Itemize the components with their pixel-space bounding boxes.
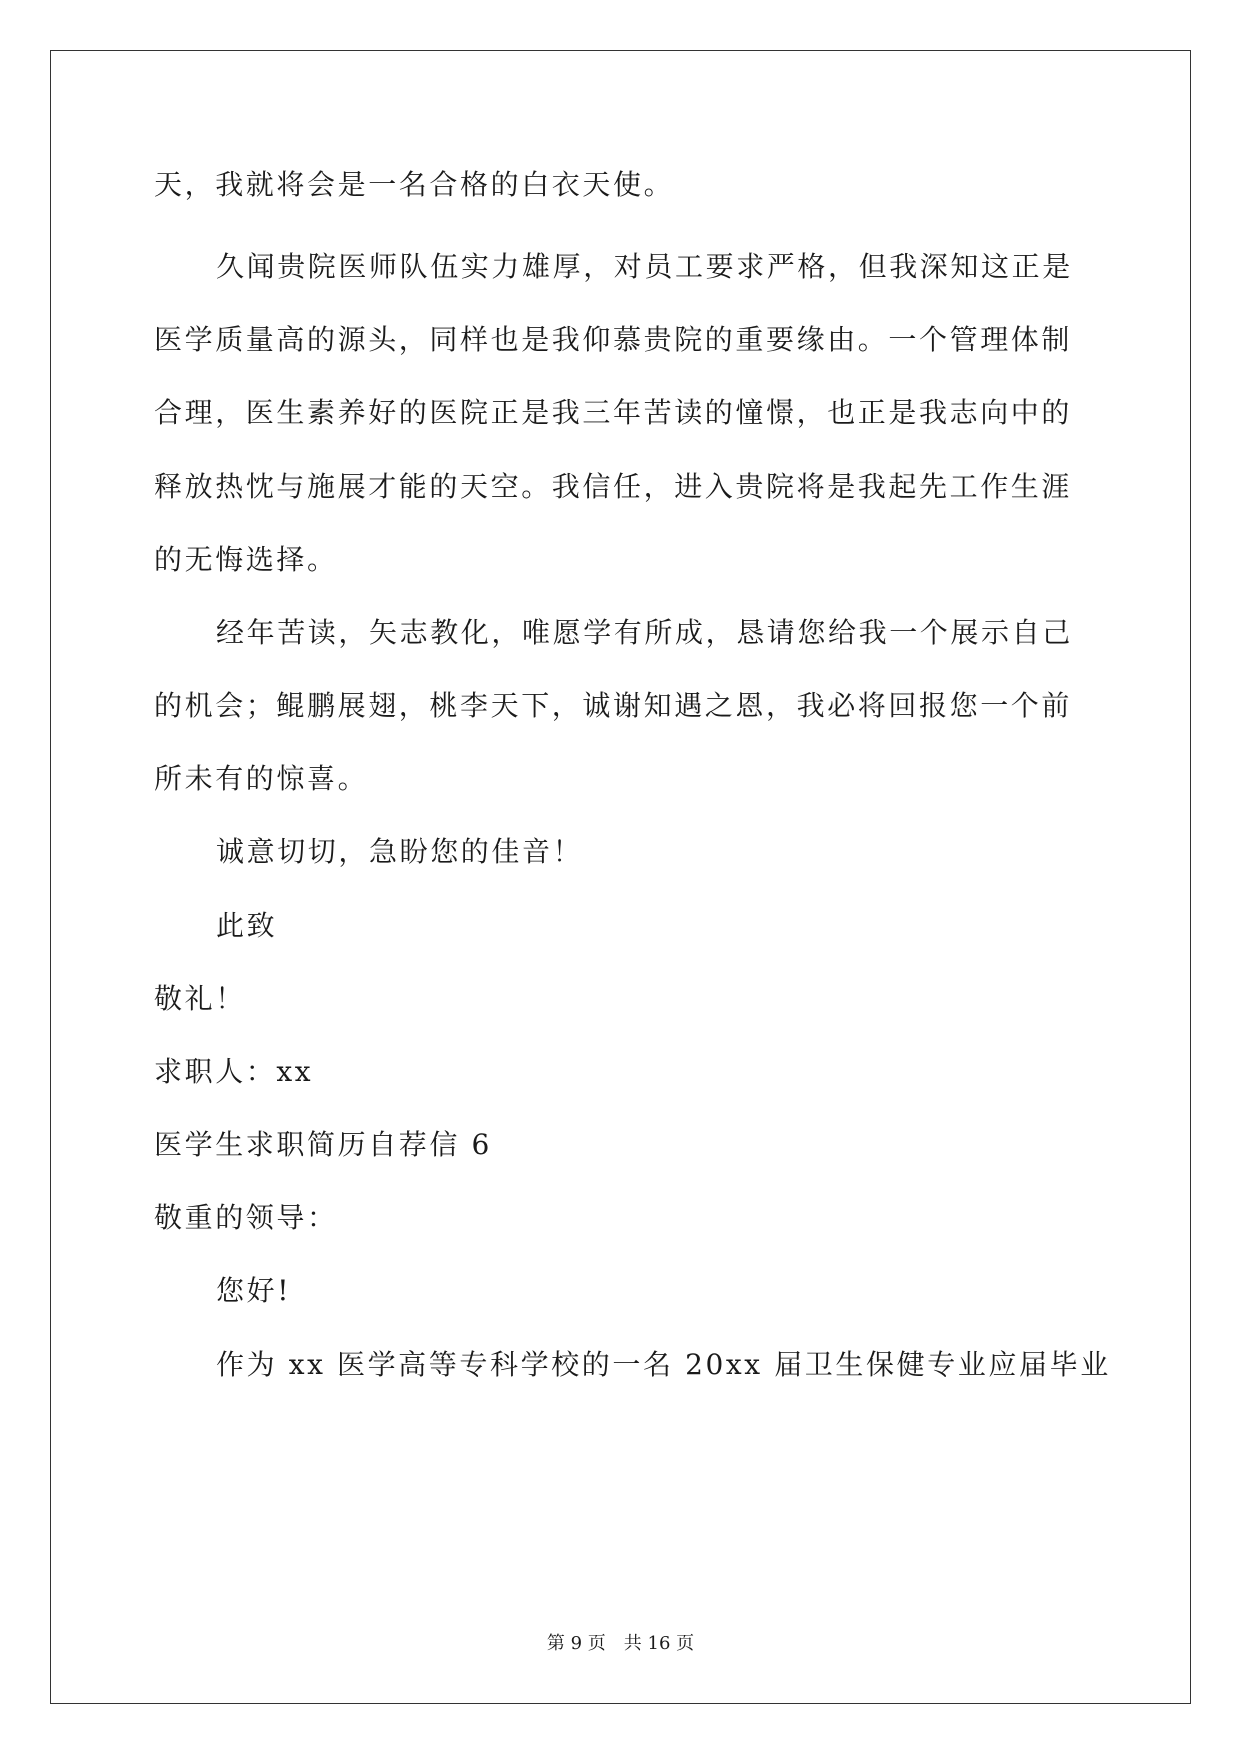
text-line: 经年苦读，矢志教化，唯愿学有所成，恳请您给我一个展示自己 bbox=[216, 616, 1073, 649]
greeting: 您好! bbox=[216, 1274, 292, 1307]
page-number-total: 共 16 页 bbox=[623, 1633, 695, 1654]
text-line: 求职人：xx bbox=[154, 1055, 314, 1088]
text-line: 的无悔选择。 bbox=[154, 543, 338, 576]
section-heading: 医学生求职简历自荐信 6 bbox=[154, 1128, 492, 1161]
text-line: 所未有的惊喜。 bbox=[154, 762, 369, 795]
text-line: 的机会；鲲鹏展翅，桃李天下，诚谢知遇之恩，我必将回报您一个前 bbox=[154, 689, 1073, 722]
page-border bbox=[50, 50, 1191, 1704]
page-number-current: 第 9 页 bbox=[546, 1633, 606, 1654]
text-line: 久闻贵院医师队伍实力雄厚，对员工要求严格，但我深知这正是 bbox=[216, 250, 1073, 283]
text-line: 释放热忱与施展才能的天空。我信任，进入贵院将是我起先工作生涯 bbox=[154, 470, 1073, 503]
text-line: 作为 xx 医学高等专科学校的一名 20xx 届卫生保健专业应届毕业 bbox=[216, 1348, 1111, 1381]
text-line: 敬礼！ bbox=[154, 982, 246, 1015]
salutation: 敬重的领导： bbox=[154, 1201, 338, 1234]
page-footer bbox=[0, 1632, 1241, 1656]
text-line: 天，我就将会是一名合格的白衣天使。 bbox=[154, 168, 675, 201]
text-line: 医学质量高的源头，同样也是我仰慕贵院的重要缘由。一个管理体制 bbox=[154, 323, 1073, 356]
text-line: 此致 bbox=[216, 909, 278, 942]
text-line: 诚意切切，急盼您的佳音！ bbox=[216, 835, 584, 868]
text-line: 合理，医生素养好的医院正是我三年苦读的憧憬，也正是我志向中的 bbox=[154, 396, 1073, 429]
